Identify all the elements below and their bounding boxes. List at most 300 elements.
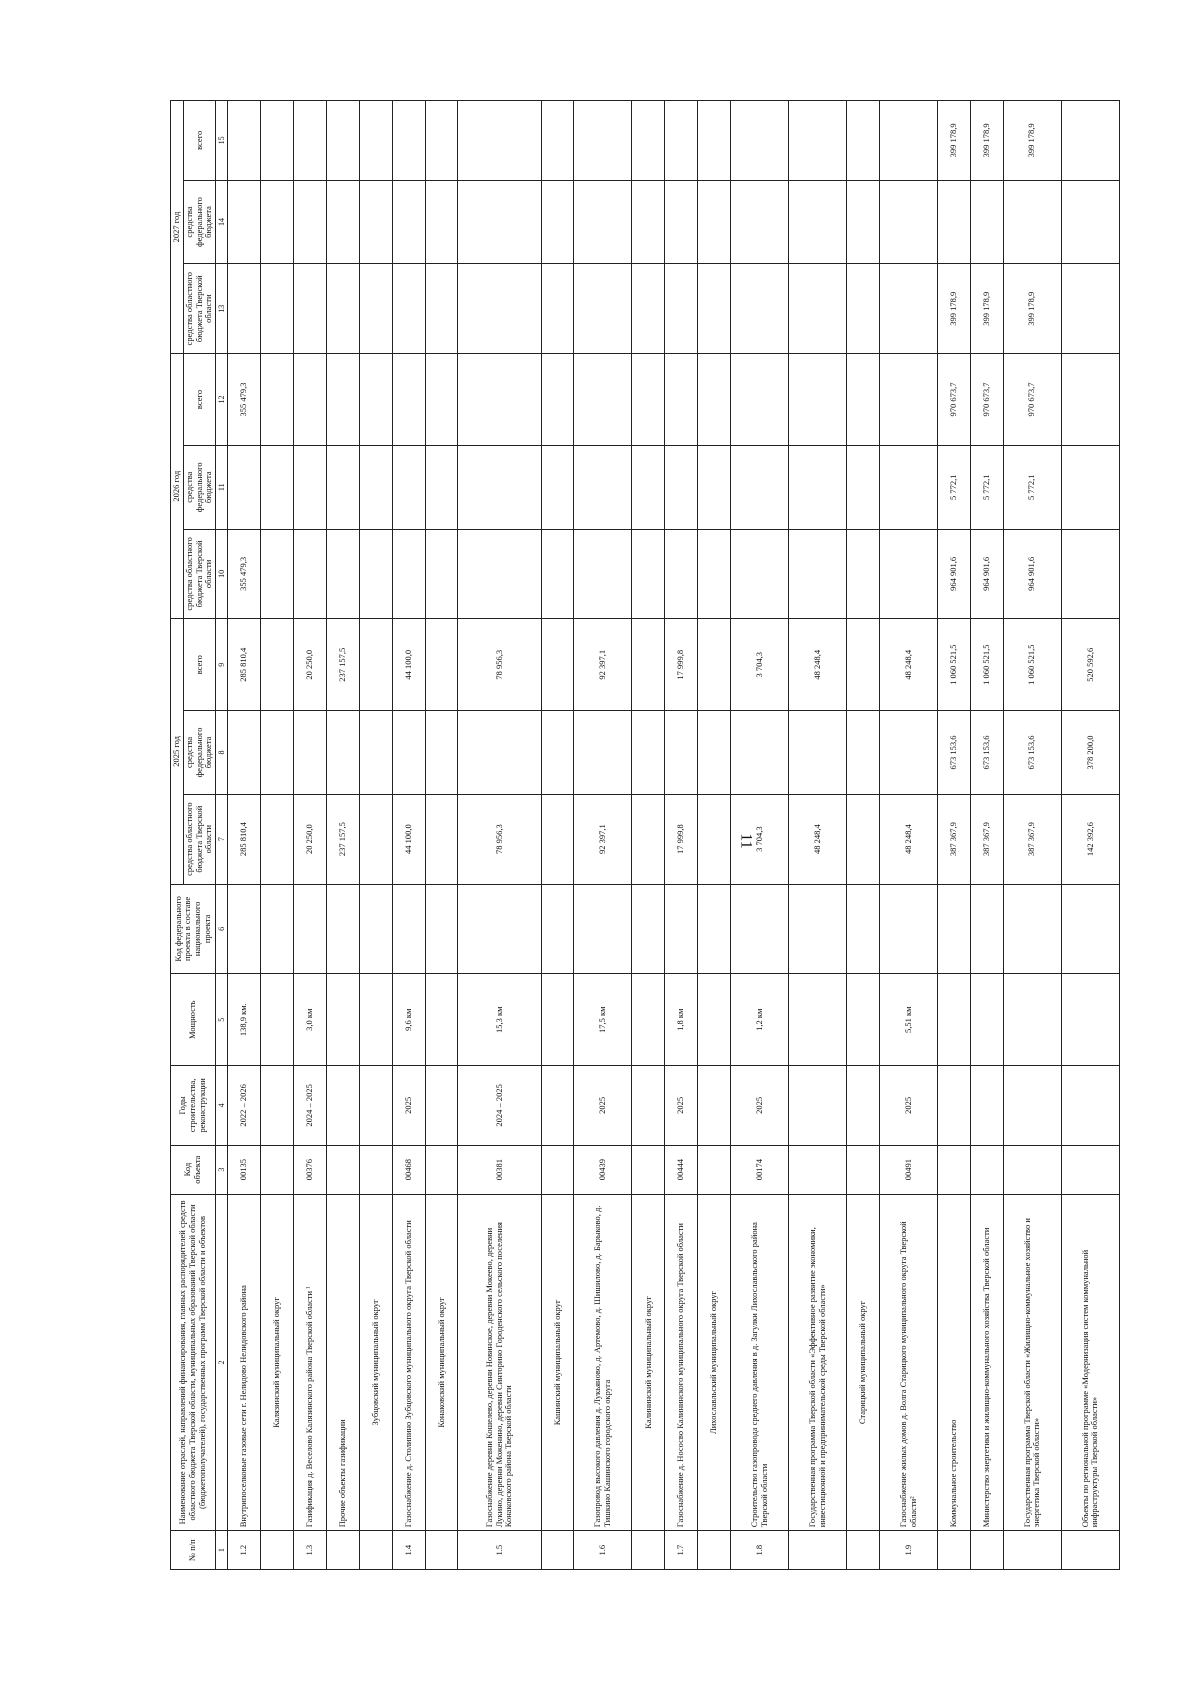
cell-fp: [294, 884, 327, 974]
cell-fp: [970, 884, 1003, 974]
cell-c7: 48 248,4: [789, 794, 847, 884]
cell-c7: 44 100,0: [392, 794, 425, 884]
table-row: [938, 101, 971, 1570]
column-number: 5: [216, 974, 228, 1066]
cell-c14: [392, 180, 425, 264]
empty-cell: [698, 1145, 731, 1194]
column-number: 4: [216, 1066, 228, 1146]
cell-c14: [789, 180, 847, 264]
cell-c15: 399 178,9: [970, 101, 1003, 181]
cell-name: Строительство газопровода среднего давления в д. Загулки Лихославльского района Тверской области: [731, 1194, 789, 1531]
header-regional-2025: средства областного бюджета Тверской области: [183, 794, 215, 884]
cell-code: [326, 1145, 359, 1194]
cell-c14: [938, 180, 971, 264]
header-fed-project: Код федерального проекта в составе национального проекта: [171, 884, 216, 974]
cell-c14: [665, 180, 698, 264]
cell-c11: 5 772,1: [970, 445, 1003, 529]
cell-c11: [574, 445, 632, 529]
cell-c12: [731, 354, 789, 446]
cell-c9: 1 060 521,5: [938, 619, 971, 711]
rotated-page-content: [170, 100, 1120, 1570]
empty-cell: [847, 101, 880, 181]
cell-c13: [880, 264, 938, 354]
header-years: Годы строительства, реконструкции: [171, 1066, 216, 1146]
cell-c12: [880, 354, 938, 446]
cell-code: [938, 1145, 971, 1194]
cell-code: [970, 1145, 1003, 1194]
section-no-cell: [847, 1531, 880, 1570]
cell-c12: 970 673,7: [938, 354, 971, 446]
cell-c7: 387 367,9: [1003, 794, 1061, 884]
cell-c15: [665, 101, 698, 181]
empty-cell: [541, 974, 574, 1066]
empty-cell: [632, 619, 665, 711]
column-number: 3: [216, 1145, 228, 1194]
table-body: [228, 101, 1120, 1570]
section-title: Калязинский муниципальный округ: [261, 1194, 294, 1531]
cell-c9: 1 060 521,5: [1003, 619, 1061, 711]
cell-fp: [326, 884, 359, 974]
cell-c15: [731, 101, 789, 181]
empty-cell: [698, 711, 731, 795]
column-number: 15: [216, 101, 228, 181]
cell-capacity: 5,51 км: [880, 974, 938, 1066]
cell-no: 1.4: [392, 1531, 425, 1570]
empty-cell: [261, 711, 294, 795]
cell-c15: [880, 101, 938, 181]
cell-c12: [789, 354, 847, 446]
cell-c14: [228, 180, 261, 264]
cell-name: Министерство энергетики и жилищно-коммунального хозяйства Тверской области: [970, 1194, 1003, 1531]
table-row: [294, 101, 327, 1570]
cell-name: Газоснабжение д. Столипино Зубцовского муниципального округа Тверской области: [392, 1194, 425, 1531]
empty-cell: [359, 1145, 392, 1194]
table-row: [880, 101, 938, 1570]
cell-c8: [574, 711, 632, 795]
cell-no: [1003, 1531, 1061, 1570]
cell-capacity: 17,5 км: [574, 974, 632, 1066]
cell-c9: 92 397,1: [574, 619, 632, 711]
cell-fp: [880, 884, 938, 974]
empty-cell: [541, 884, 574, 974]
cell-c9: 1 060 521,5: [970, 619, 1003, 711]
cell-c13: [1061, 264, 1119, 354]
empty-cell: [698, 180, 731, 264]
empty-cell: [698, 794, 731, 884]
table-row: [789, 101, 847, 1570]
column-number: 7: [216, 794, 228, 884]
empty-cell: [541, 445, 574, 529]
cell-c12: [392, 354, 425, 446]
cell-name: Газоснабжение деревни Кошелево, деревни Новинское, деревни Мокеево, деревни Лукино, деревни Моженино, деревни Синторино Городенского сельского поселения Конаковского района Тверской области: [458, 1194, 541, 1531]
empty-cell: [632, 884, 665, 974]
section-row: [847, 101, 880, 1570]
empty-cell: [541, 101, 574, 181]
header-year-2027: 2027 год: [171, 101, 184, 354]
empty-cell: [261, 180, 294, 264]
empty-cell: [698, 1066, 731, 1146]
empty-cell: [632, 974, 665, 1066]
empty-cell: [847, 180, 880, 264]
header-name: Наименование отраслей, направлений финансирования, главных распорядителей средств областного бюджета Тверской области, муниципальных образований Тверской области (бюджетополучателей), государственных программ Тверской области и объектов: [171, 1194, 216, 1531]
cell-capacity: [1003, 974, 1061, 1066]
cell-c10: [326, 529, 359, 619]
column-number: 13: [216, 264, 228, 354]
header-total-2025: всего: [183, 619, 215, 711]
empty-cell: [632, 101, 665, 181]
empty-cell: [359, 180, 392, 264]
table-row: [970, 101, 1003, 1570]
empty-cell: [425, 1145, 458, 1194]
empty-cell: [261, 974, 294, 1066]
cell-c12: 970 673,7: [970, 354, 1003, 446]
column-number: 11: [216, 445, 228, 529]
cell-c14: [880, 180, 938, 264]
empty-cell: [847, 264, 880, 354]
empty-cell: [698, 264, 731, 354]
header-total-2027: всего: [183, 101, 215, 181]
empty-cell: [541, 1145, 574, 1194]
cell-c7: 20 250,0: [294, 794, 327, 884]
empty-cell: [698, 529, 731, 619]
cell-c10: 355 479,3: [228, 529, 261, 619]
header-year-2025: 2025 год: [171, 619, 184, 884]
cell-no: [970, 1531, 1003, 1570]
empty-cell: [425, 1066, 458, 1146]
cell-c11: [1061, 445, 1119, 529]
cell-fp: [1061, 884, 1119, 974]
cell-name: Прочие объекты газификации: [326, 1194, 359, 1531]
empty-cell: [359, 354, 392, 446]
cell-c9: 44 100,0: [392, 619, 425, 711]
section-title: Конаковский муниципальный округ: [425, 1194, 458, 1531]
cell-c9: 78 956,3: [458, 619, 541, 711]
empty-cell: [847, 974, 880, 1066]
empty-cell: [359, 619, 392, 711]
cell-c8: [228, 711, 261, 795]
table-row: [228, 101, 261, 1570]
cell-c15: [574, 101, 632, 181]
header-regional-2027: средства областного бюджета Тверской области: [183, 264, 215, 354]
cell-no: [326, 1531, 359, 1570]
empty-cell: [261, 101, 294, 181]
cell-name: Внутрипоселковые газовые сети г. Нелидово Нелидовского района: [228, 1194, 261, 1531]
cell-c12: [294, 354, 327, 446]
empty-cell: [261, 794, 294, 884]
cell-no: 1.8: [731, 1531, 789, 1570]
cell-c10: [665, 529, 698, 619]
column-number: 8: [216, 711, 228, 795]
cell-years: [938, 1066, 971, 1146]
cell-c12: 970 673,7: [1003, 354, 1061, 446]
empty-cell: [261, 884, 294, 974]
cell-capacity: 1,8 км: [665, 974, 698, 1066]
column-number: 10: [216, 529, 228, 619]
cell-years: 2025: [731, 1066, 789, 1146]
cell-c9: 285 810,4: [228, 619, 261, 711]
section-no-cell: [425, 1531, 458, 1570]
cell-c13: 399 178,9: [1003, 264, 1061, 354]
cell-c8: [880, 711, 938, 795]
cell-c13: [294, 264, 327, 354]
cell-c7: 48 248,4: [880, 794, 938, 884]
cell-c8: [665, 711, 698, 795]
empty-cell: [632, 711, 665, 795]
empty-cell: [698, 974, 731, 1066]
empty-cell: [425, 711, 458, 795]
cell-c9: 20 250,0: [294, 619, 327, 711]
cell-c14: [970, 180, 1003, 264]
cell-name: Газоснабжение жилых домов д. Волга Старицкого муниципального округа Тверской области²: [880, 1194, 938, 1531]
cell-no: 1.6: [574, 1531, 632, 1570]
cell-c10: 964 901,6: [938, 529, 971, 619]
page-number: 11: [737, 833, 755, 849]
cell-no: [1061, 1531, 1119, 1570]
cell-c10: [574, 529, 632, 619]
cell-code: 00491: [880, 1145, 938, 1194]
cell-c12: [458, 354, 541, 446]
section-row: [541, 101, 574, 1570]
table-row: [1061, 101, 1119, 1570]
header-federal-2026: средства федерального бюджета: [183, 445, 215, 529]
cell-fp: [574, 884, 632, 974]
empty-cell: [698, 884, 731, 974]
cell-code: [1061, 1145, 1119, 1194]
cell-c13: [731, 264, 789, 354]
cell-c14: [294, 180, 327, 264]
cell-fp: [392, 884, 425, 974]
empty-cell: [359, 101, 392, 181]
empty-cell: [359, 884, 392, 974]
cell-fp: [458, 884, 541, 974]
cell-c10: 964 901,6: [970, 529, 1003, 619]
cell-code: 00439: [574, 1145, 632, 1194]
empty-cell: [425, 619, 458, 711]
cell-code: 00174: [731, 1145, 789, 1194]
empty-cell: [541, 1066, 574, 1146]
cell-c9: 3 704,3: [731, 619, 789, 711]
cell-c15: [294, 101, 327, 181]
cell-years: [1061, 1066, 1119, 1146]
cell-c11: [392, 445, 425, 529]
cell-c8: 673 153,6: [938, 711, 971, 795]
cell-c7: 92 397,1: [574, 794, 632, 884]
cell-c11: [294, 445, 327, 529]
empty-cell: [425, 101, 458, 181]
empty-cell: [541, 711, 574, 795]
empty-cell: [261, 264, 294, 354]
cell-capacity: [1061, 974, 1119, 1066]
cell-years: [789, 1066, 847, 1146]
cell-capacity: 9,6 км: [392, 974, 425, 1066]
empty-cell: [632, 529, 665, 619]
cell-c13: [392, 264, 425, 354]
cell-c8: [326, 711, 359, 795]
empty-cell: [541, 354, 574, 446]
cell-c9: 17 999,8: [665, 619, 698, 711]
cell-c8: [458, 711, 541, 795]
section-no-cell: [359, 1531, 392, 1570]
column-number: 14: [216, 180, 228, 264]
cell-fp: [789, 884, 847, 974]
empty-cell: [261, 445, 294, 529]
cell-code: [789, 1145, 847, 1194]
cell-years: 2025: [665, 1066, 698, 1146]
cell-c15: [789, 101, 847, 181]
cell-c9: 520 592,6: [1061, 619, 1119, 711]
cell-c10: [789, 529, 847, 619]
cell-c15: 399 178,9: [1003, 101, 1061, 181]
empty-cell: [847, 1066, 880, 1146]
cell-capacity: [970, 974, 1003, 1066]
empty-cell: [425, 794, 458, 884]
cell-c8: 673 153,6: [1003, 711, 1061, 795]
cell-c9: 48 248,4: [880, 619, 938, 711]
section-title: Кашинский муниципальный округ: [541, 1194, 574, 1531]
cell-c7: 142 392,6: [1061, 794, 1119, 884]
empty-cell: [632, 354, 665, 446]
cell-years: 2024 – 2025: [458, 1066, 541, 1146]
cell-c7: 17 999,8: [665, 794, 698, 884]
empty-cell: [632, 264, 665, 354]
empty-cell: [847, 529, 880, 619]
cell-c8: [789, 711, 847, 795]
cell-c10: 964 901,6: [1003, 529, 1061, 619]
section-row: [698, 101, 731, 1570]
cell-c9: 237 157,5: [326, 619, 359, 711]
cell-c15: [458, 101, 541, 181]
empty-cell: [261, 1066, 294, 1146]
empty-cell: [541, 529, 574, 619]
cell-c14: [1061, 180, 1119, 264]
header-year-2026: 2026 год: [171, 354, 184, 619]
section-row: [359, 101, 392, 1570]
empty-cell: [359, 794, 392, 884]
cell-c14: [1003, 180, 1061, 264]
empty-cell: [359, 1066, 392, 1146]
cell-no: 1.3: [294, 1531, 327, 1570]
section-row: [632, 101, 665, 1570]
cell-c7: 78 956,3: [458, 794, 541, 884]
section-row: [425, 101, 458, 1570]
empty-cell: [261, 529, 294, 619]
cell-name: Коммунальное строительство: [938, 1194, 971, 1531]
cell-c11: [789, 445, 847, 529]
empty-cell: [632, 180, 665, 264]
header-regional-2026: средства областного бюджета Тверской области: [183, 529, 215, 619]
cell-c12: [665, 354, 698, 446]
table-row: [1003, 101, 1061, 1570]
cell-name: Государственная программа Тверской области «Эффективное развитие экономики, инвестиционной и предпринимательской среды Тверской области»: [789, 1194, 847, 1531]
cell-c13: [326, 264, 359, 354]
cell-name: Газификация д. Веселово Калязинского района Тверской области ¹: [294, 1194, 327, 1531]
cell-years: 2024 – 2025: [294, 1066, 327, 1146]
cell-years: 2022 – 2026: [228, 1066, 261, 1146]
cell-code: [1003, 1145, 1061, 1194]
empty-cell: [847, 619, 880, 711]
cell-c7: 285 810,4: [228, 794, 261, 884]
cell-c8: 378 200,0: [1061, 711, 1119, 795]
empty-cell: [632, 445, 665, 529]
cell-c7: 3 704,3: [731, 794, 789, 884]
investment-program-table: [170, 100, 1120, 1570]
cell-no: 1.7: [665, 1531, 698, 1570]
empty-cell: [698, 619, 731, 711]
cell-c11: [228, 445, 261, 529]
section-title: Зубцовский муниципальный округ: [359, 1194, 392, 1531]
cell-c13: [789, 264, 847, 354]
cell-fp: [228, 884, 261, 974]
section-no-cell: [632, 1531, 665, 1570]
empty-cell: [425, 884, 458, 974]
header-federal-2025: средства федерального бюджета: [183, 711, 215, 795]
cell-capacity: 138,9 км.: [228, 974, 261, 1066]
empty-cell: [632, 1066, 665, 1146]
table-row: [326, 101, 359, 1570]
column-number: 2: [216, 1194, 228, 1531]
column-number: 9: [216, 619, 228, 711]
cell-fp: [665, 884, 698, 974]
empty-cell: [632, 794, 665, 884]
cell-c11: 5 772,1: [938, 445, 971, 529]
cell-code: 00381: [458, 1145, 541, 1194]
header-capacity: Мощность: [171, 974, 216, 1066]
cell-c11: 5 772,1: [1003, 445, 1061, 529]
cell-c14: [326, 180, 359, 264]
cell-name: Газоснабжение д. Нососво Калининского муниципального округа Тверской области: [665, 1194, 698, 1531]
cell-no: 1.2: [228, 1531, 261, 1570]
cell-years: 2025: [392, 1066, 425, 1146]
cell-years: 2025: [574, 1066, 632, 1146]
cell-fp: [938, 884, 971, 974]
cell-code: 00135: [228, 1145, 261, 1194]
header-no: № п/п: [171, 1531, 216, 1570]
empty-cell: [359, 445, 392, 529]
cell-name: Объекты по региональной программе «Модернизация систем коммунальной инфраструктуры Тверской области»: [1061, 1194, 1119, 1531]
cell-c10: [1061, 529, 1119, 619]
header-code: Код объекта: [171, 1145, 216, 1194]
cell-c12: [574, 354, 632, 446]
cell-c15: [392, 101, 425, 181]
cell-years: [970, 1066, 1003, 1146]
cell-c9: 48 248,4: [789, 619, 847, 711]
cell-c11: [880, 445, 938, 529]
cell-c8: [294, 711, 327, 795]
empty-cell: [541, 794, 574, 884]
column-number: 1: [216, 1531, 228, 1570]
section-title: Калининский муниципальный округ: [632, 1194, 665, 1531]
column-number: 6: [216, 884, 228, 974]
empty-cell: [425, 354, 458, 446]
empty-cell: [847, 711, 880, 795]
cell-name: Государственная программа Тверской области «Жилищно-коммунальное хозяйство и энергетика Тверской области»: [1003, 1194, 1061, 1531]
cell-code: 00468: [392, 1145, 425, 1194]
cell-c8: [731, 711, 789, 795]
cell-no: [938, 1531, 971, 1570]
cell-c15: 399 178,9: [938, 101, 971, 181]
cell-years: [326, 1066, 359, 1146]
cell-c14: [458, 180, 541, 264]
cell-capacity: 1,2 км: [731, 974, 789, 1066]
cell-no: 1.5: [458, 1531, 541, 1570]
cell-capacity: [326, 974, 359, 1066]
column-number: 12: [216, 354, 228, 446]
cell-c14: [731, 180, 789, 264]
empty-cell: [632, 1145, 665, 1194]
table-row: [665, 101, 698, 1570]
empty-cell: [425, 974, 458, 1066]
cell-code: 00376: [294, 1145, 327, 1194]
